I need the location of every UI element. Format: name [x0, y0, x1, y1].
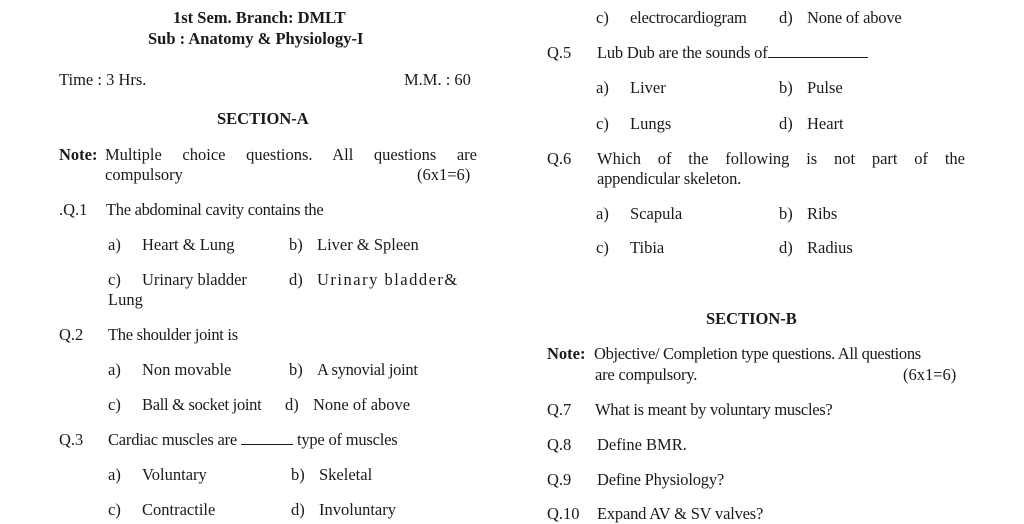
option-text: Urinary bladder [142, 270, 247, 289]
question-text: What is meant by voluntary muscles? [595, 400, 833, 419]
exam-time: Time : 3 Hrs. [59, 70, 147, 89]
option-text: Heart [807, 114, 844, 133]
option-text: A synovial joint [317, 360, 418, 379]
option-text: Liver & Spleen [317, 235, 419, 254]
question-text: Define BMR. [597, 435, 687, 454]
option-label: a) [596, 78, 609, 97]
option-label: c) [108, 270, 121, 289]
option-b [289, 235, 419, 255]
question-number: .Q.1 [59, 200, 88, 219]
option-label: b) [291, 465, 305, 484]
section-b-note-line2: are compulsory. [595, 365, 698, 384]
section-a-title: SECTION-A [217, 109, 309, 128]
question-text [108, 430, 398, 450]
option-c [108, 395, 261, 415]
option-a [596, 78, 666, 98]
option-text: Pulse [807, 78, 843, 97]
option-text: electrocardiogram [630, 8, 747, 27]
option-label: c) [108, 500, 121, 519]
option-label: d) [779, 238, 793, 257]
option-label: c) [108, 395, 121, 414]
question-number: Q.8 [547, 435, 572, 454]
option-text: Scapula [630, 204, 683, 223]
header-subject: Sub : Anatomy & Physiology-I [148, 29, 364, 48]
question-number: Q.10 [547, 504, 580, 523]
option-text: Radius [807, 238, 853, 257]
option-label: c) [596, 8, 609, 27]
question-number: Q.3 [59, 430, 84, 449]
answer-blank [241, 430, 293, 445]
option-text: Voluntary [142, 465, 207, 484]
question-number: Q.6 [547, 149, 572, 168]
header-branch: 1st Sem. Branch: DMLT [173, 8, 346, 27]
option-label: b) [779, 204, 793, 223]
question-number: Q.9 [547, 470, 572, 489]
answer-blank [768, 43, 868, 58]
option-b [291, 465, 372, 485]
option-text: Involuntary [319, 500, 396, 519]
option-label: d) [289, 270, 303, 289]
question-text-before: Cardiac muscles are [108, 430, 238, 449]
option-b [779, 78, 843, 98]
question-text [597, 43, 868, 63]
option-label: d) [779, 114, 793, 133]
option-b [779, 204, 837, 224]
section-b-title: SECTION-B [706, 309, 797, 328]
question-number: Q.2 [59, 325, 84, 344]
option-a [596, 204, 682, 224]
option-c [108, 270, 247, 290]
option-c [596, 114, 671, 134]
option-a [108, 360, 231, 380]
option-text: None of above [807, 8, 902, 27]
option-b [289, 360, 418, 380]
option-label: b) [779, 78, 793, 97]
option-text: Lungs [630, 114, 672, 133]
section-a-note-marks: (6x1=6) [417, 165, 471, 184]
question-text: Expand AV & SV valves? [597, 504, 764, 523]
option-text: Non movable [142, 360, 232, 379]
option-text: Skeletal [319, 465, 373, 484]
option-label: d) [779, 8, 793, 27]
question-text: The shoulder joint is [108, 325, 238, 344]
question-text-line2: appendicular skeleton. [597, 169, 742, 188]
option-label: c) [596, 114, 609, 133]
option-d [779, 8, 902, 28]
option-text: Contractile [142, 500, 216, 519]
section-a-note-line2: compulsory [105, 165, 183, 184]
option-label: d) [285, 395, 299, 414]
option-text: Ribs [807, 204, 838, 223]
max-marks: M.M. : 60 [404, 70, 471, 89]
section-b-note-label: Note: [547, 344, 586, 363]
option-d [291, 500, 396, 520]
question-text-after: type of muscles [296, 430, 398, 449]
option-label: c) [596, 238, 609, 257]
question-number: Q.7 [547, 400, 572, 419]
option-d [779, 238, 853, 258]
option-label: a) [108, 465, 121, 484]
option-c [108, 500, 215, 520]
section-b-note-text: Objective/ Completion type questions. All questions [594, 344, 921, 363]
option-text: Ball & socket joint [142, 395, 262, 414]
option-text: Heart & Lung [142, 235, 235, 254]
option-text: Urinary bladder& [317, 270, 459, 289]
question-number: Q.5 [547, 43, 572, 62]
option-d [779, 114, 844, 134]
option-label: b) [289, 360, 303, 379]
option-d [285, 395, 410, 415]
option-text: Liver [630, 78, 666, 97]
option-a [108, 235, 235, 255]
option-d [289, 270, 459, 290]
section-a-note-text: Multiple choice questions. All questions are [105, 145, 477, 164]
question-text: Which of the following is not part of the [597, 149, 965, 168]
question-text: The abdominal cavity contains the [106, 200, 324, 219]
question-text: Define Physiology? [597, 470, 725, 489]
question-text-before: Lub Dub are the sounds of [597, 43, 768, 62]
option-label: a) [108, 360, 121, 379]
option-a [108, 465, 207, 485]
option-label: a) [596, 204, 609, 223]
option-text: None of above [313, 395, 411, 414]
option-label: a) [108, 235, 121, 254]
option-label: b) [289, 235, 303, 254]
option-c [596, 238, 664, 258]
option-label: d) [291, 500, 305, 519]
option-wrap-text: Lung [108, 290, 143, 309]
section-a-note-label: Note: [59, 145, 98, 164]
section-b-note-marks: (6x1=6) [903, 365, 957, 384]
option-c [596, 8, 747, 28]
option-text: Tibia [630, 238, 665, 257]
